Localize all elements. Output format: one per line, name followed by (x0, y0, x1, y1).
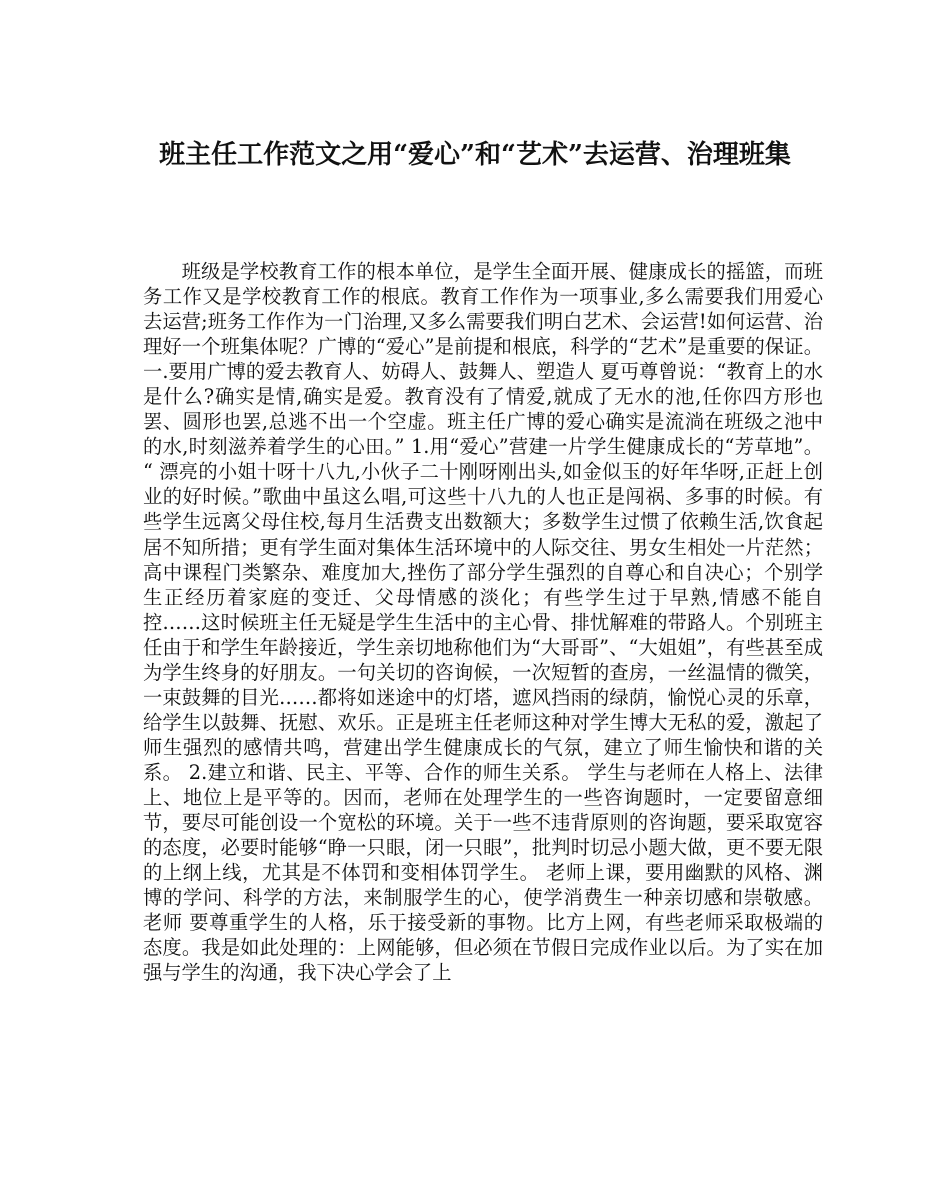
document-body-paragraph: 班级是学校教育工作的根本单位，是学生全面开展、健康成长的摇篮，而班务工作又是学校教育工作的根底。教育工作作为一项事业,多么需要我们用爱心去运营;班务工作作为一门治理,又多么需要我们明白艺术、会运营!如何运营、治理好一个班集体呢？广博的“爱心”是前提和根底，科学的“艺术”是重要的保证。 一.要用广博的爱去教育人、妨碍人、鼓舞人、塑造人 夏丏尊曾说：“教育上的水是什么?确实是情,确实是爱。教育没有了情爱,就成了无水的池,任你四方形也罢、圆形也罢,总逃不出一个空虚。班主任广博的爱心确实是流淌在班级之池中的水,时刻滋养着学生的心田。” 1.用“爱心”营建一片学生健康成长的“芳草地”。 “ 漂亮的小姐十呀十八九,小伙子二十刚呀刚出头,如金似玉的好年华呀,正赶上创业的好时候。”歌曲中虽这么唱,可这些十八九的人也正是闯祸、多事的时候。有些学生远离父母住校,每月生活费支出数额大；多数学生过惯了依赖生活,饮食起居不知所措；更有学生面对集体生活环境中的人际交往、男女生相处一片茫然；高中课程门类繁杂、难度加大,挫伤了部分学生强烈的自尊心和自决心；个别学生正经历着家庭的变迁、父母情感的淡化；有些学生过于早熟,情感不能自控……这时候班主任无疑是学生生活中的主心骨、排忧解难的带路人。个别班主任由于和学生年龄接近，学生亲切地称他们为“大哥哥”、“大姐姐”，有些甚至成为学生终身的好朋友。一句关切的咨询候，一次短暂的查房，一丝温情的微笑，一束鼓舞的目光……都将如迷途中的灯塔，遮风挡雨的绿荫，愉悦心灵的乐章，给学生以鼓舞、抚慰、欢乐。正是班主任老师这种对学生博大无私的爱，激起了师生强烈的感情共鸣，营建出学生健康成长的气氛，建立了师生愉快和谐的关系。 2.建立和谐、民主、平等、合作的师生关系。 学生与老师在人格上、法律上、地位上是平等的。因而，老师在处理学生的一些咨询题时，一定要留意细节，要尽可能创设一个宽松的环境。关于一些不违背原则的咨询题，要采取宽容的态度，必要时能够“睁一只眼，闭一只眼”，批判时切忌小题大做，更不要无限的上纲上线，尤其是不体罚和变相体罚学生。 老师上课，要用幽默的风格、渊博的学问、科学的方法，来制服学生的心，使学消费生一种亲切感和崇敬感。 老师 要尊重学生的人格，乐于接受新的事物。比方上网，有些老师采取极端的态度。我是如此处理的：上网能够，但必须在节假日完成作业以后。为了实在加强与学生的沟通，我下决心学会了上 (143, 260, 823, 985)
document-title: 班主任工作范文之用“爱心”和“艺术”去运营、治理班集 (159, 140, 791, 170)
